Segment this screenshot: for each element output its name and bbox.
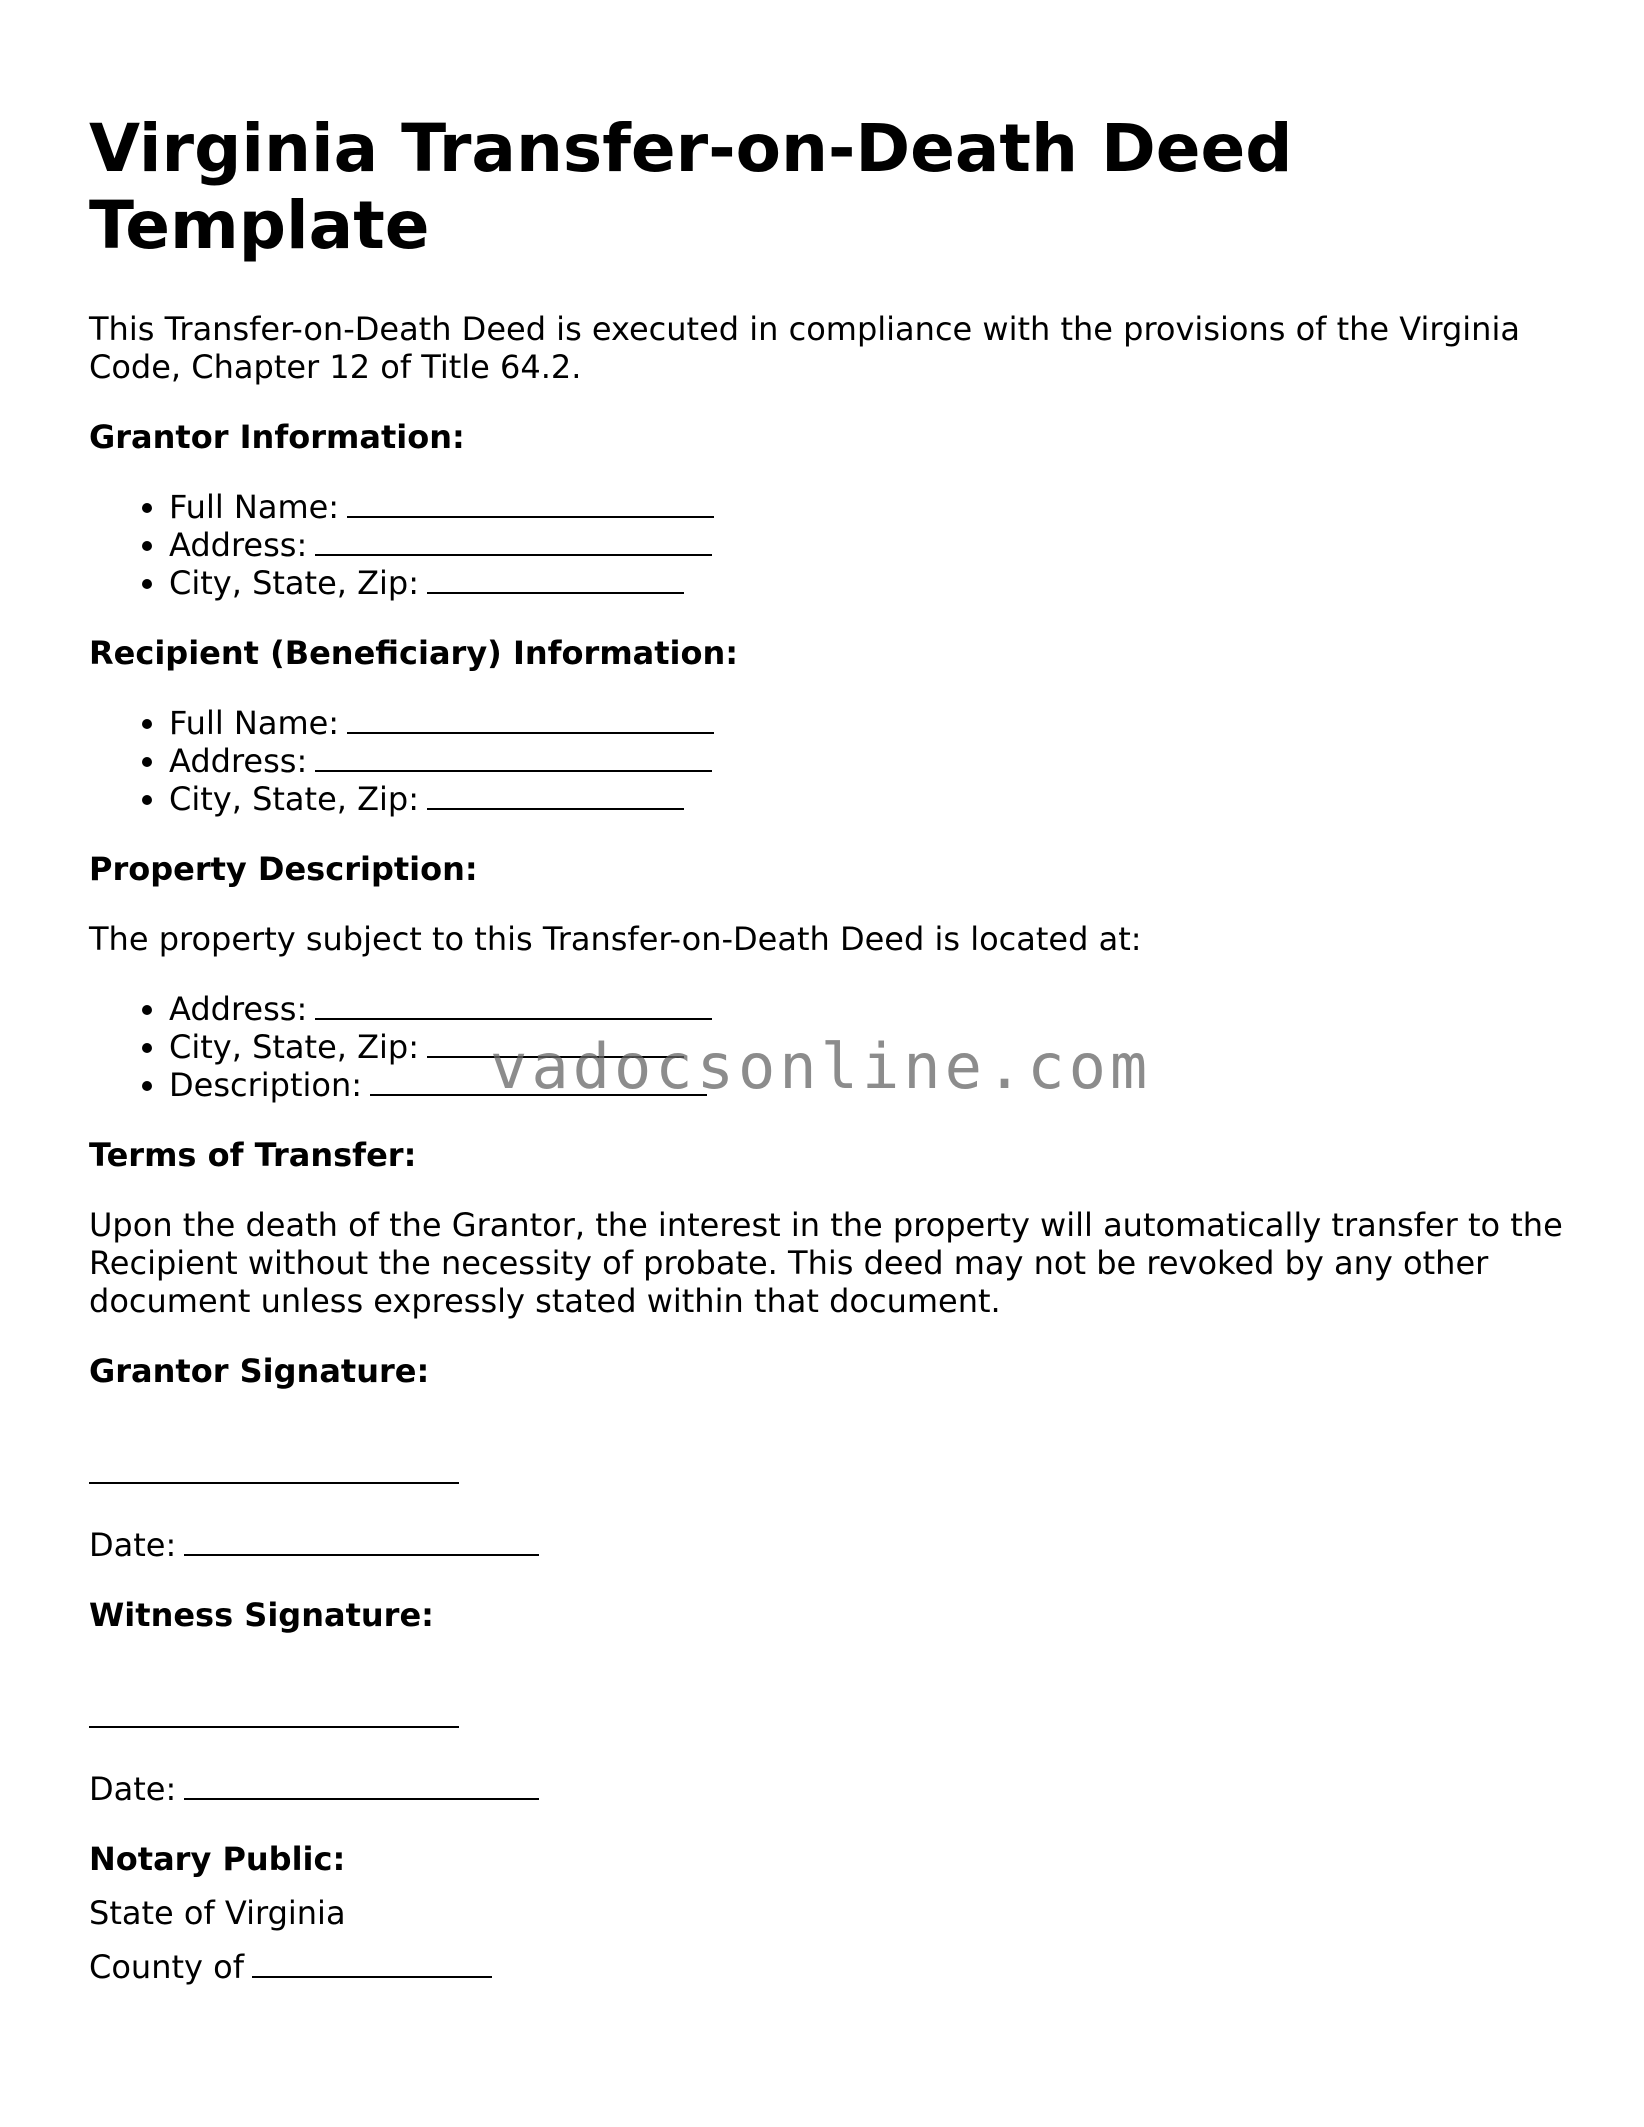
grantor-city-item [169,564,1569,602]
terms-heading: Terms of Transfer: [89,1136,417,1174]
blank-line [315,990,712,1020]
field-label: Date: [89,1526,177,1564]
blank-line [347,488,714,518]
grantor-address-item [169,526,1569,564]
page-title: Virginia Transfer-on-Death Deed Template [89,110,1293,264]
grantor-signature-line [89,1454,459,1484]
watermark: vadocsonline.com [490,1030,1152,1103]
field-label: Address: [169,526,308,564]
blank-line [315,526,712,556]
field-label: Address: [169,742,308,780]
witness-signature-heading: Witness Signature: [89,1596,434,1634]
blank-line [427,564,684,594]
blank-line [427,780,684,810]
grantor-full-name-item [169,488,1569,526]
terms-text: Upon the death of the Grantor, the interest in the property will automatically transfer to the Recipient without the necessity of probate. This deed may not be revoked by any other document unless expressly stated within that document. [89,1206,1563,1320]
grantor-fields [89,488,1569,602]
grantor-signature-heading: Grantor Signature: [89,1352,430,1390]
blank-line [184,1526,539,1556]
field-label: City, State, Zip: [169,780,420,818]
blank-line [184,1770,539,1800]
field-label: Full Name: [169,704,340,742]
blank-line [315,742,712,772]
recipient-full-name-item [169,704,1569,742]
grantor-heading: Grantor Information: [89,418,465,456]
grantor-date-line [89,1526,1569,1564]
property-text: The property subject to this Transfer-on-Death Deed is located at: [89,920,1142,958]
field-label: Description: [169,1066,363,1104]
blank-line [252,1948,492,1978]
notary-county-line [89,1948,1569,1986]
witness-date-line [89,1770,1569,1808]
notary-state: State of Virginia [89,1894,346,1932]
field-label: Date: [89,1770,177,1808]
field-label: Address: [169,990,308,1028]
field-label: County of [89,1948,244,1986]
blank-line [347,704,714,734]
field-label: City, State, Zip: [169,564,420,602]
intro-paragraph: This Transfer-on-Death Deed is executed in compliance with the provisions of the Virginia Code, Chapter 12 of Title 64.2. [89,310,1520,386]
recipient-fields [89,704,1569,818]
field-label: Full Name: [169,488,340,526]
recipient-address-item [169,742,1569,780]
property-heading: Property Description: [89,850,478,888]
field-label: City, State, Zip: [169,1028,420,1066]
witness-signature-line [89,1698,459,1728]
recipient-city-item [169,780,1569,818]
recipient-heading: Recipient (Beneficiary) Information: [89,634,739,672]
notary-heading: Notary Public: [89,1840,346,1878]
property-address-item [169,990,1569,1028]
